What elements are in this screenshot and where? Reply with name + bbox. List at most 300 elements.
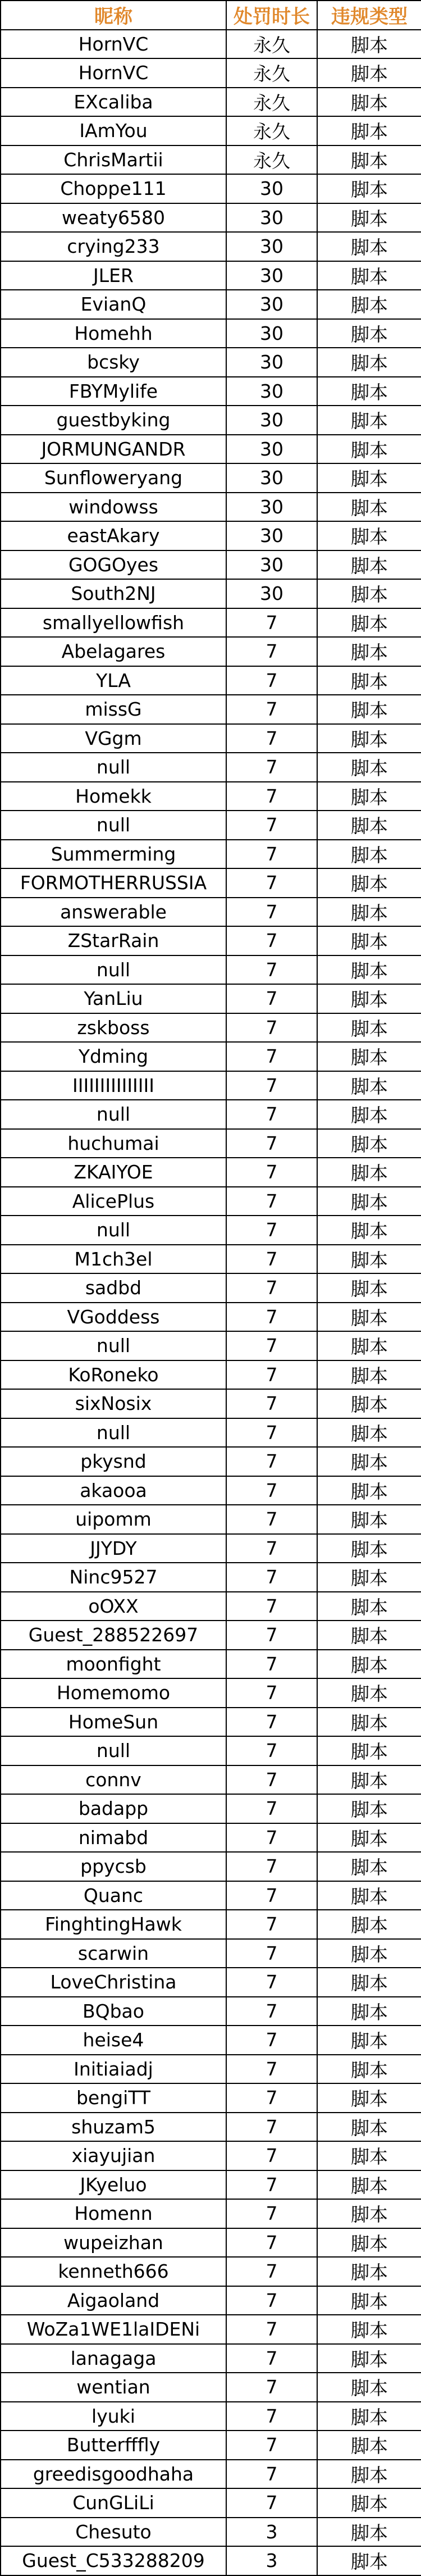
nickname-cell: Choppe111 [1, 174, 226, 203]
duration-cell: 7 [226, 2344, 317, 2373]
duration-cell: 30 [226, 579, 317, 608]
violation-type-cell: 脚本 [317, 868, 421, 898]
table-row [1, 1216, 421, 1245]
violation-type-cell: 脚本 [317, 637, 421, 666]
duration-cell: 7 [226, 1273, 317, 1303]
duration-cell: 7 [226, 1592, 317, 1621]
nickname-cell: akaooa [1, 1476, 226, 1505]
header-row [1, 1, 421, 30]
violation-type-cell: 脚本 [317, 1678, 421, 1708]
nickname-cell: oOXX [1, 1592, 226, 1621]
duration-cell: 7 [226, 1360, 317, 1390]
nickname-cell: greedisgoodhaha [1, 2460, 226, 2489]
nickname-cell: Homenn [1, 2199, 226, 2228]
table-row [1, 1997, 421, 2026]
table-row [1, 1563, 421, 1592]
duration-cell: 7 [226, 1678, 317, 1708]
duration-cell: 7 [226, 2460, 317, 2489]
duration-cell: 7 [226, 2055, 317, 2084]
violation-type-cell: 脚本 [317, 319, 421, 348]
violation-type-cell: 脚本 [317, 521, 421, 550]
violation-type-cell: 脚本 [317, 1505, 421, 1534]
nickname-cell: moonfight [1, 1650, 226, 1679]
nickname-cell: LoveChristina [1, 1968, 226, 1997]
table-row [1, 898, 421, 927]
violation-type-cell: 脚本 [317, 1273, 421, 1303]
table-row [1, 1852, 421, 1881]
nickname-cell: ppycsb [1, 1852, 226, 1881]
nickname-cell: sadbd [1, 1273, 226, 1303]
table-row [1, 1071, 421, 1100]
violation-type-cell: 脚本 [317, 116, 421, 145]
violation-type-cell: 脚本 [317, 203, 421, 233]
nickname-cell: Ydming [1, 1042, 226, 1071]
table-row [1, 2402, 421, 2431]
table-row [1, 1158, 421, 1187]
violation-type-cell: 脚本 [317, 2113, 421, 2142]
violation-type-cell: 脚本 [317, 1216, 421, 1245]
nickname-cell: wupeizhan [1, 2228, 226, 2258]
table-row [1, 2431, 421, 2460]
nickname-cell: null [1, 811, 226, 840]
violation-type-cell: 脚本 [317, 1997, 421, 2026]
duration-cell: 30 [226, 348, 317, 377]
nickname-cell: huchumai [1, 1129, 226, 1158]
nickname-cell: VGgm [1, 724, 226, 753]
duration-cell: 7 [226, 2402, 317, 2431]
table-row [1, 1592, 421, 1621]
duration-cell: 7 [226, 782, 317, 811]
table-row [1, 1621, 421, 1650]
duration-cell: 7 [226, 2170, 317, 2200]
table-row [1, 290, 421, 319]
nickname-cell: windowss [1, 493, 226, 522]
table-row [1, 2518, 421, 2547]
violation-type-cell: 脚本 [317, 898, 421, 927]
violation-type-cell: 脚本 [317, 782, 421, 811]
nickname-cell: null [1, 1100, 226, 1129]
table-row [1, 30, 421, 59]
table-row [1, 261, 421, 290]
duration-cell: 7 [226, 1187, 317, 1216]
duration-cell: 7 [226, 637, 317, 666]
violation-type-cell: 脚本 [317, 2373, 421, 2402]
nickname-cell: JKyeluo [1, 2170, 226, 2200]
table-row [1, 984, 421, 1013]
violation-type-cell: 脚本 [317, 1447, 421, 1476]
nickname-cell: bengiTT [1, 2083, 226, 2113]
table-row [1, 2083, 421, 2113]
duration-cell: 30 [226, 435, 317, 464]
violation-type-cell: 脚本 [317, 88, 421, 117]
header-violation-type: 违规类型 [317, 1, 421, 30]
nickname-cell: HornVC [1, 58, 226, 88]
violation-type-cell: 脚本 [317, 463, 421, 493]
table-row [1, 1042, 421, 1071]
nickname-cell: Chesuto [1, 2518, 226, 2547]
table-row [1, 550, 421, 580]
table-row [1, 2373, 421, 2402]
nickname-cell: heise4 [1, 2026, 226, 2055]
duration-cell: 7 [226, 2113, 317, 2142]
nickname-cell: bcsky [1, 348, 226, 377]
nickname-cell: FORMOTHERRUSSIA [1, 868, 226, 898]
nickname-cell: IAmYou [1, 116, 226, 145]
table-row [1, 1100, 421, 1129]
table-row [1, 435, 421, 464]
table-row [1, 1331, 421, 1360]
violation-type-cell: 脚本 [317, 435, 421, 464]
table-row [1, 955, 421, 985]
duration-cell: 7 [226, 2431, 317, 2460]
violation-type-cell: 脚本 [317, 58, 421, 88]
violation-type-cell: 脚本 [317, 579, 421, 608]
violation-type-cell: 脚本 [317, 695, 421, 724]
duration-cell: 7 [226, 608, 317, 638]
nickname-cell: connv [1, 1765, 226, 1795]
table-row [1, 637, 421, 666]
table-row [1, 1418, 421, 1448]
duration-cell: 7 [226, 1129, 317, 1158]
nickname-cell: eastAkary [1, 521, 226, 550]
table-row [1, 1129, 421, 1158]
duration-cell: 30 [226, 174, 317, 203]
duration-cell: 30 [226, 261, 317, 290]
table-row [1, 2257, 421, 2286]
duration-cell: 7 [226, 811, 317, 840]
table-row [1, 1939, 421, 1968]
table-row [1, 1245, 421, 1274]
violation-type-cell: 脚本 [317, 2518, 421, 2547]
table-row [1, 926, 421, 955]
duration-cell: 7 [226, 2083, 317, 2113]
violation-type-cell: 脚本 [317, 1303, 421, 1332]
violation-type-cell: 脚本 [317, 550, 421, 580]
table-row [1, 666, 421, 695]
duration-cell: 永久 [226, 30, 317, 59]
duration-cell: 7 [226, 1245, 317, 1274]
nickname-cell: smallyellowfish [1, 608, 226, 638]
violation-type-cell: 脚本 [317, 2460, 421, 2489]
violation-type-cell: 脚本 [317, 955, 421, 985]
duration-cell: 7 [226, 1418, 317, 1448]
duration-cell: 7 [226, 695, 317, 724]
table-row [1, 1823, 421, 1853]
duration-cell: 7 [226, 1100, 317, 1129]
nickname-cell: EvianQ [1, 290, 226, 319]
table-row [1, 2228, 421, 2258]
table-row [1, 1736, 421, 1765]
duration-cell: 7 [226, 1563, 317, 1592]
duration-cell: 30 [226, 463, 317, 493]
table-row [1, 1505, 421, 1534]
duration-cell: 7 [226, 2228, 317, 2258]
table-row [1, 868, 421, 898]
violation-type-cell: 脚本 [317, 1765, 421, 1795]
duration-cell: 7 [226, 1158, 317, 1187]
table-row [1, 406, 421, 435]
duration-cell: 永久 [226, 88, 317, 117]
violation-type-cell: 脚本 [317, 1331, 421, 1360]
violation-type-cell: 脚本 [317, 666, 421, 695]
violation-type-cell: 脚本 [317, 984, 421, 1013]
nickname-cell: Initiaiadj [1, 2055, 226, 2084]
violation-type-cell: 脚本 [317, 2026, 421, 2055]
violation-type-cell: 脚本 [317, 1881, 421, 1910]
table-row [1, 377, 421, 406]
violation-type-cell: 脚本 [317, 290, 421, 319]
table-row [1, 1708, 421, 1737]
nickname-cell: null [1, 1736, 226, 1765]
nickname-cell: missG [1, 695, 226, 724]
violation-type-cell: 脚本 [317, 2546, 421, 2575]
nickname-cell: badapp [1, 1794, 226, 1823]
duration-cell: 7 [226, 1852, 317, 1881]
violation-type-cell: 脚本 [317, 493, 421, 522]
nickname-cell: South2NJ [1, 579, 226, 608]
duration-cell: 7 [226, 1476, 317, 1505]
violation-type-cell: 脚本 [317, 145, 421, 175]
duration-cell: 7 [226, 1331, 317, 1360]
violation-type-cell: 脚本 [317, 1794, 421, 1823]
table-row [1, 2113, 421, 2142]
nickname-cell: answerable [1, 898, 226, 927]
violation-type-cell: 脚本 [317, 2141, 421, 2170]
header-duration: 处罚时长 [226, 1, 317, 30]
violation-type-cell: 脚本 [317, 1187, 421, 1216]
nickname-cell: lanagaga [1, 2344, 226, 2373]
violation-type-cell: 脚本 [317, 753, 421, 782]
table-row [1, 203, 421, 233]
nickname-cell: Abelagares [1, 637, 226, 666]
nickname-cell: FBYMylife [1, 377, 226, 406]
violation-type-cell: 脚本 [317, 2488, 421, 2518]
violation-type-cell: 脚本 [317, 2170, 421, 2200]
duration-cell: 7 [226, 753, 317, 782]
duration-cell: 7 [226, 1621, 317, 1650]
duration-cell: 7 [226, 2315, 317, 2344]
nickname-cell: nimabd [1, 1823, 226, 1853]
table-row [1, 58, 421, 88]
violation-type-cell: 脚本 [317, 1621, 421, 1650]
duration-cell: 永久 [226, 145, 317, 175]
nickname-cell: kenneth666 [1, 2257, 226, 2286]
table-row [1, 493, 421, 522]
nickname-cell: wentian [1, 2373, 226, 2402]
table-row [1, 1360, 421, 1390]
violation-type-cell: 脚本 [317, 1910, 421, 1939]
table-row [1, 724, 421, 753]
table-row [1, 2546, 421, 2575]
table-row [1, 2344, 421, 2373]
violation-type-cell: 脚本 [317, 2199, 421, 2228]
nickname-cell: ChrisMartii [1, 145, 226, 175]
table-row [1, 2199, 421, 2228]
nickname-cell: HomeSun [1, 1708, 226, 1737]
nickname-cell: JORMUNGANDR [1, 435, 226, 464]
nickname-cell: weaty6580 [1, 203, 226, 233]
nickname-cell: VGoddess [1, 1303, 226, 1332]
nickname-cell: GOGOyes [1, 550, 226, 580]
table-row [1, 1476, 421, 1505]
violation-type-cell: 脚本 [317, 608, 421, 638]
table-row [1, 232, 421, 261]
nickname-cell: FinghtingHawk [1, 1910, 226, 1939]
violation-type-cell: 脚本 [317, 1389, 421, 1418]
duration-cell: 30 [226, 406, 317, 435]
violation-type-cell: 脚本 [317, 1563, 421, 1592]
duration-cell: 7 [226, 2286, 317, 2315]
violation-type-cell: 脚本 [317, 1013, 421, 1043]
nickname-cell: Guest_C533288209 [1, 2546, 226, 2575]
violation-type-cell: 脚本 [317, 1823, 421, 1853]
duration-cell: 7 [226, 1534, 317, 1563]
nickname-cell: scarwin [1, 1939, 226, 1968]
table-row [1, 579, 421, 608]
duration-cell: 7 [226, 1794, 317, 1823]
violation-type-cell: 脚本 [317, 2402, 421, 2431]
nickname-cell: Sunfloweryang [1, 463, 226, 493]
violation-type-cell: 脚本 [317, 1968, 421, 1997]
duration-cell: 7 [226, 2199, 317, 2228]
duration-cell: 7 [226, 1997, 317, 2026]
nickname-cell: BQbao [1, 1997, 226, 2026]
duration-cell: 7 [226, 955, 317, 985]
duration-cell: 7 [226, 1708, 317, 1737]
violation-type-cell: 脚本 [317, 2083, 421, 2113]
duration-cell: 30 [226, 550, 317, 580]
duration-cell: 7 [226, 1447, 317, 1476]
nickname-cell: Ninc9527 [1, 1563, 226, 1592]
violation-type-cell: 脚本 [317, 1245, 421, 1274]
duration-cell: 永久 [226, 58, 317, 88]
duration-cell: 7 [226, 2141, 317, 2170]
duration-cell: 3 [226, 2518, 317, 2547]
nickname-cell: M1ch3el [1, 1245, 226, 1274]
duration-cell: 30 [226, 493, 317, 522]
table-row [1, 1534, 421, 1563]
violation-type-cell: 脚本 [317, 1071, 421, 1100]
duration-cell: 7 [226, 1765, 317, 1795]
duration-cell: 7 [226, 1881, 317, 1910]
violation-type-cell: 脚本 [317, 174, 421, 203]
nickname-cell: YLA [1, 666, 226, 695]
nickname-cell: Guest_288522697 [1, 1621, 226, 1650]
table-row [1, 811, 421, 840]
duration-cell: 7 [226, 1303, 317, 1332]
violation-type-cell: 脚本 [317, 2257, 421, 2286]
duration-cell: 7 [226, 840, 317, 869]
nickname-cell: ZKAIYOE [1, 1158, 226, 1187]
table-row [1, 319, 421, 348]
nickname-cell: null [1, 1418, 226, 1448]
table-row [1, 1303, 421, 1332]
violation-type-cell: 脚本 [317, 724, 421, 753]
violation-type-cell: 脚本 [317, 1476, 421, 1505]
nickname-cell: lyuki [1, 2402, 226, 2431]
duration-cell: 永久 [226, 116, 317, 145]
duration-cell: 7 [226, 1013, 317, 1043]
violation-type-cell: 脚本 [317, 30, 421, 59]
nickname-cell: WoZa1WE1laIDENi [1, 2315, 226, 2344]
nickname-cell: crying233 [1, 232, 226, 261]
nickname-cell: JJYDY [1, 1534, 226, 1563]
table-row [1, 1794, 421, 1823]
duration-cell: 7 [226, 1216, 317, 1245]
violation-type-cell: 脚本 [317, 1158, 421, 1187]
table-row [1, 145, 421, 175]
violation-type-cell: 脚本 [317, 2315, 421, 2344]
nickname-cell: JLER [1, 261, 226, 290]
nickname-cell: sixNosix [1, 1389, 226, 1418]
violation-type-cell: 脚本 [317, 1534, 421, 1563]
table-row [1, 1447, 421, 1476]
table-row [1, 2026, 421, 2055]
table-row [1, 1650, 421, 1679]
violation-type-cell: 脚本 [317, 2431, 421, 2460]
duration-cell: 7 [226, 2026, 317, 2055]
nickname-cell: IIIIIIIIIIIIIII [1, 1071, 226, 1100]
duration-cell: 7 [226, 1650, 317, 1679]
violation-type-cell: 脚本 [317, 1418, 421, 1448]
duration-cell: 7 [226, 2257, 317, 2286]
nickname-cell: KoRoneko [1, 1360, 226, 1390]
table-row [1, 2141, 421, 2170]
violation-type-cell: 脚本 [317, 1736, 421, 1765]
nickname-cell: shuzam5 [1, 2113, 226, 2142]
duration-cell: 7 [226, 868, 317, 898]
nickname-cell: YanLiu [1, 984, 226, 1013]
duration-cell: 30 [226, 521, 317, 550]
table-row [1, 174, 421, 203]
duration-cell: 7 [226, 898, 317, 927]
table-row [1, 608, 421, 638]
duration-cell: 30 [226, 377, 317, 406]
nickname-cell: ZStarRain [1, 926, 226, 955]
duration-cell: 7 [226, 1505, 317, 1534]
table-row [1, 1968, 421, 1997]
duration-cell: 7 [226, 1389, 317, 1418]
duration-cell: 7 [226, 926, 317, 955]
nickname-cell: Butterfffly [1, 2431, 226, 2460]
table-row [1, 2170, 421, 2200]
table-row [1, 1273, 421, 1303]
nickname-cell: xiayujian [1, 2141, 226, 2170]
table-row [1, 840, 421, 869]
nickname-cell: AlicePlus [1, 1187, 226, 1216]
duration-cell: 7 [226, 1042, 317, 1071]
violation-type-cell: 脚本 [317, 2286, 421, 2315]
table-row [1, 1187, 421, 1216]
table-row [1, 2286, 421, 2315]
duration-cell: 7 [226, 724, 317, 753]
table-row [1, 1910, 421, 1939]
table-row [1, 1389, 421, 1418]
violation-type-cell: 脚本 [317, 2055, 421, 2084]
table-row [1, 1765, 421, 1795]
nickname-cell: CunGLiLi [1, 2488, 226, 2518]
table-body [1, 30, 421, 2575]
violation-type-cell: 脚本 [317, 2344, 421, 2373]
nickname-cell: Homekk [1, 782, 226, 811]
table-row [1, 695, 421, 724]
duration-cell: 30 [226, 290, 317, 319]
nickname-cell: pkysnd [1, 1447, 226, 1476]
duration-cell: 7 [226, 1968, 317, 1997]
violation-type-cell: 脚本 [317, 1360, 421, 1390]
violation-type-cell: 脚本 [317, 1100, 421, 1129]
nickname-cell: guestbyking [1, 406, 226, 435]
